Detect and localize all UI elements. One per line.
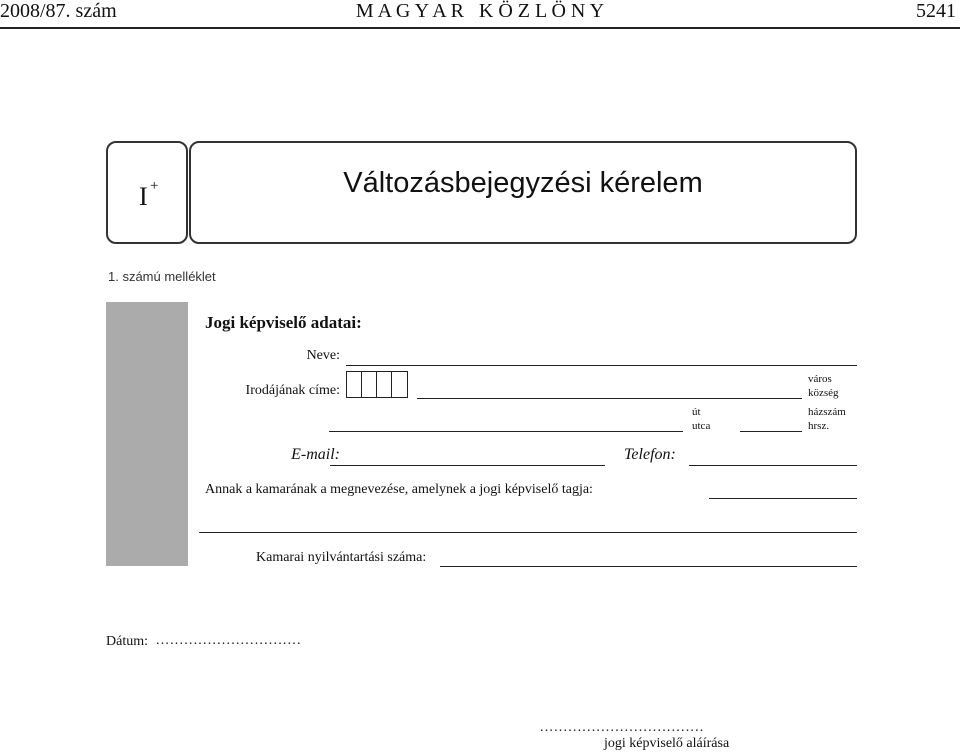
form-code-superscript: + <box>150 178 159 194</box>
office-address-label: Irodájának címe: <box>245 383 340 398</box>
settlement-input-line[interactable] <box>417 398 802 399</box>
email-label: E-mail: <box>291 446 340 463</box>
page-number: 5241 <box>916 0 956 22</box>
section-title: Jogi képviselő adatai: <box>205 313 362 332</box>
form-code: I <box>139 182 148 211</box>
chamber-input-line-2[interactable] <box>199 532 857 533</box>
chamber-label: Annak a kamarának a megnevezése, amelynek a jogi képviselő tagja: <box>205 482 593 497</box>
postal-code-divider <box>391 372 392 397</box>
city-label: város <box>808 373 832 385</box>
email-input-line[interactable] <box>330 465 605 466</box>
annex-label: 1. számú melléklet <box>108 269 216 284</box>
name-label: Neve: <box>306 348 340 363</box>
signature-label: jogi képviselő aláírása <box>604 736 730 751</box>
house-number-label: házszám <box>808 406 846 418</box>
registry-input-line[interactable] <box>440 566 857 567</box>
street-label: utca <box>692 420 711 432</box>
phone-input-line[interactable] <box>689 465 857 466</box>
header-rule <box>0 27 960 29</box>
signature-field[interactable]: ................................... <box>540 720 705 735</box>
side-panel <box>106 302 188 566</box>
chamber-input-line-1[interactable] <box>709 498 857 499</box>
village-label: község <box>808 387 839 399</box>
street-input-line[interactable] <box>329 431 683 432</box>
registry-label: Kamarai nyilvántartási száma: <box>256 550 427 565</box>
road-label: út <box>692 406 701 418</box>
postal-code-divider <box>361 372 362 397</box>
house-number-input-line[interactable] <box>740 431 802 432</box>
postal-code-boxes[interactable] <box>346 371 408 398</box>
form-title: Változásbejegyzési kérelem <box>343 167 703 199</box>
name-input-line[interactable] <box>346 365 857 366</box>
phone-label: Telefon: <box>624 446 676 463</box>
issue-number: 2008/87. szám <box>0 0 117 22</box>
form-code-box <box>106 141 188 244</box>
form-title-box <box>189 141 857 244</box>
postal-code-divider <box>376 372 377 397</box>
publication-title: M A G Y A R K Ö Z L Ö N Y <box>355 0 605 22</box>
date-label: Dátum: <box>106 634 148 649</box>
date-field[interactable]: ............................... <box>156 633 302 648</box>
lot-number-label: hrsz. <box>808 420 830 432</box>
